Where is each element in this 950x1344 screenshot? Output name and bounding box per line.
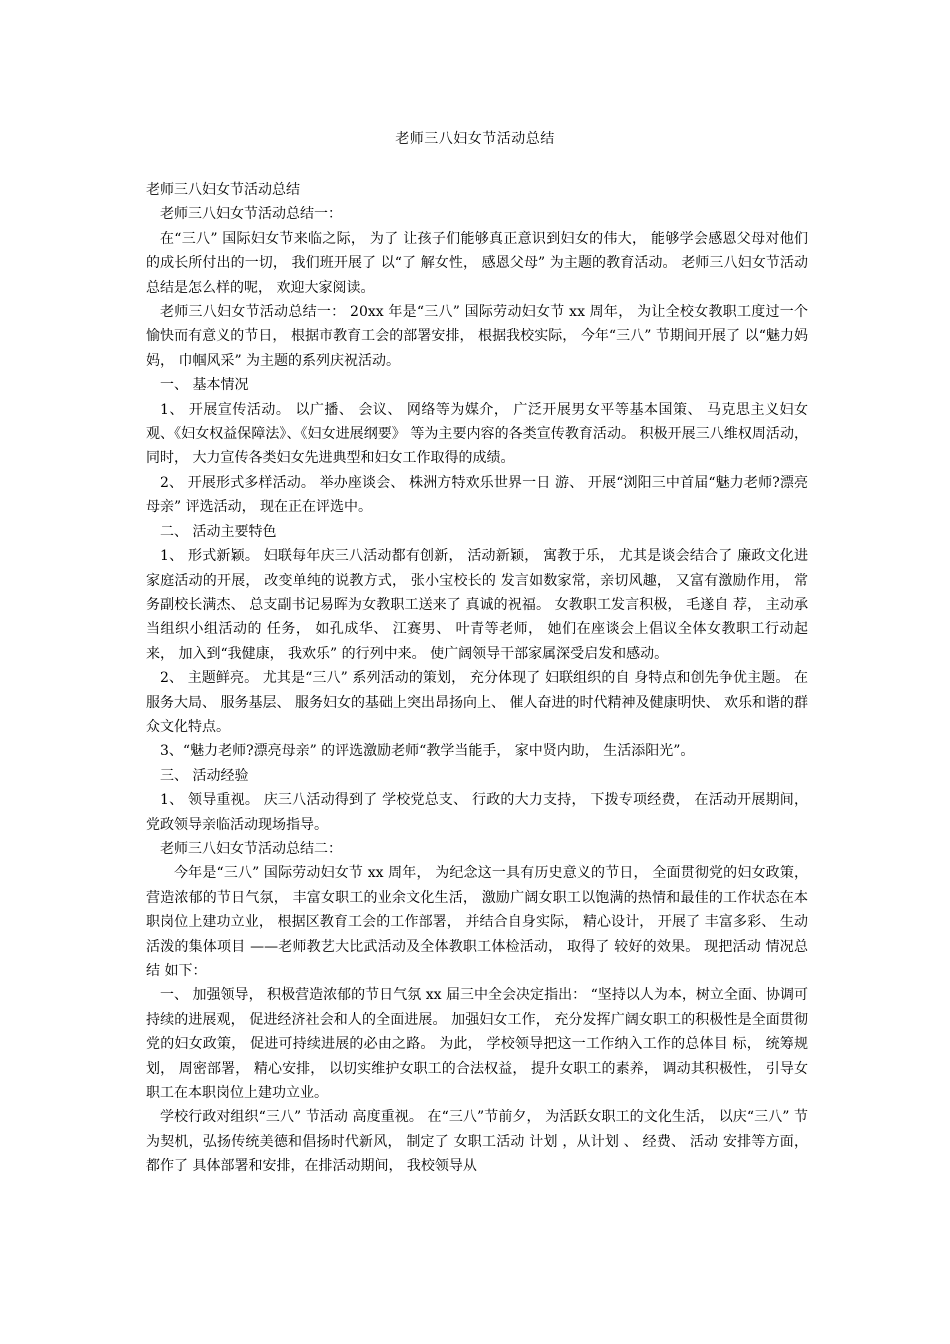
section-heading: 一、 基本情况 xyxy=(160,377,249,394)
document-body xyxy=(146,178,808,1179)
paragraph: 2、 主题鲜亮。 尤其是“三八” 系列活动的策划， 充分体现了 妇联组织的自 身特点和创先争优主题。 在服务大局、 服务基层、 服务妇女的基础上突出昂扬向上、 催人奋进的时代精神及健康明快、 欢乐和谐的群众文化特点。 xyxy=(146,670,808,735)
paragraph: 老师三八妇女节活动总结二： xyxy=(160,840,342,857)
section-heading: 二、 活动主要特色 xyxy=(160,523,277,540)
paragraph: 1、 形式新颖。 妇联每年庆三八活动都有创新， 活动新颖， 寓教于乐， 尤其是谈会结合了 廉政文化进家庭活动的开展， 改变单纯的说教方式， 张小宝校长的 发言如数家常，亲切风趣， 又富有激励作用， 常务副校长满杰、 总支副书记易晖为女教职工送来了 真诚的祝福。 女教职工发言积极， 毛遂自 荐， 主动承当组织小组活动的 任务， 如孔成华、 江赛男、 叶青等老师， 她们在座谈会上倡议全体女教职工行动起来， 加入到“我健康， 我欢乐” 的行列中来。 使广阔领导干部家属深受启发和感动。 xyxy=(146,548,808,662)
paragraph: 3、“魅力老师?漂亮母亲” 的评选激励老师“教学当能手， 家中贤内助， 生活添阳光”。 xyxy=(160,743,695,760)
paragraph: 2、 开展形式多样活动。 举办座谈会、 株洲方特欢乐世界一日 游、 开展“浏阳三中首届“魅力老师?漂亮母亲” 评选活动， 现在正在评选中。 xyxy=(146,474,808,516)
paragraph: 在“三八” 国际妇女节来临之际， 为了 让孩子们能够真正意识到妇女的伟大， 能够学会感恩父母对他们的成长所付出的一切， 我们班开展了 以“了 解女性， 感恩父母” 为主题的教育活动。 老师三八妇女节活动总结是怎么样的呢， 欢迎大家阅读。 xyxy=(146,230,808,296)
paragraph: 1、 领导重视。 庆三八活动得到了 学校党总支、 行政的大力支持， 下拨专项经费， 在活动开展期间， 党政领导亲临活动现场指导。 xyxy=(146,792,808,833)
document-title: 老师三八妇女节活动总结 xyxy=(395,131,555,147)
paragraph: 1、 开展宣传活动。 以广播、 会议、 网络等为媒介， 广泛开展男女平等基本国策、 马克思主义妇女观、《妇女权益保障法》、《妇女进展纲要》 等为主要内容的各类宣传教育活动。 积极开展三八维权周活动， 同时， 大力宣传各类妇女先进典型和妇女工作取得的成绩。 xyxy=(146,401,808,467)
section-heading: 三、 活动经验 xyxy=(160,767,249,784)
paragraph: 老师三八妇女节活动总结 xyxy=(146,182,300,198)
paragraph: 老师三八妇女节活动总结一： 20xx 年是“三八” 国际劳动妇女节 xx 周年， 为让全校女教职工度过一个愉快而有意义的节日， 根据市教育工会的部署安排， 根据我校实际， 今年“三八” 节期间开展了 以“魅力妈妈， 巾帼风采” 为主题的系列庆祝活动。 xyxy=(146,304,808,369)
paragraph: 今年是“三八” 国际劳动妇女节 xx 周年， 为纪念这一具有历史意义的节日， 全面贯彻党的妇女政策， 营造浓郁的节日气氛， 丰富女职工的业余文化生活， 激励广阔女职工以饱满的热情和最佳的工作状态在本职岗位上建功立业， 根据区教育工会的工作部署， 并结合自身实际， 精心设计， 开展了 丰富多彩、 生动活泼的集体项目 ——老师教艺大比武活动及全体教职工体检活动， 取得了 较好的效果。 现把活动 情况总结 如下： xyxy=(146,865,808,979)
paragraph: 老师三八妇女节活动总结一： xyxy=(160,206,342,223)
paragraph: 一、 加强领导， 积极营造浓郁的节日气氛 xx 届三中全会决定指出： “坚持以人为本，树立全面、协调可持续的进展观， 促进经济社会和人的全面进展。 加强妇女工作， 充分发挥广阔女职工的积极性是全面贯彻党的妇女政策， 促进可持续进展的必由之路。 为此， 学校领导把这一工作纳入工作的总体目 标， 统筹规划， 周密部署， 精心安排， 以切实维护女职工的合法权益， 提升女职工的素养， 调动其积极性， 引导女职工在本职岗位上建功立业。 xyxy=(146,987,808,1102)
paragraph: 学校行政对组织“三八” 节活动 高度重视。 在“三八”节前夕， 为活跃女职工的文化生活， 以庆“三八” 节为契机，弘扬传统美德和倡扬时代新风， 制定了 女职工活动 计划 ，从计划 、 经费、 活动 安排等方面， 都作了 具体部署和安排，在排活动期间， 我校领导从 xyxy=(146,1109,808,1175)
